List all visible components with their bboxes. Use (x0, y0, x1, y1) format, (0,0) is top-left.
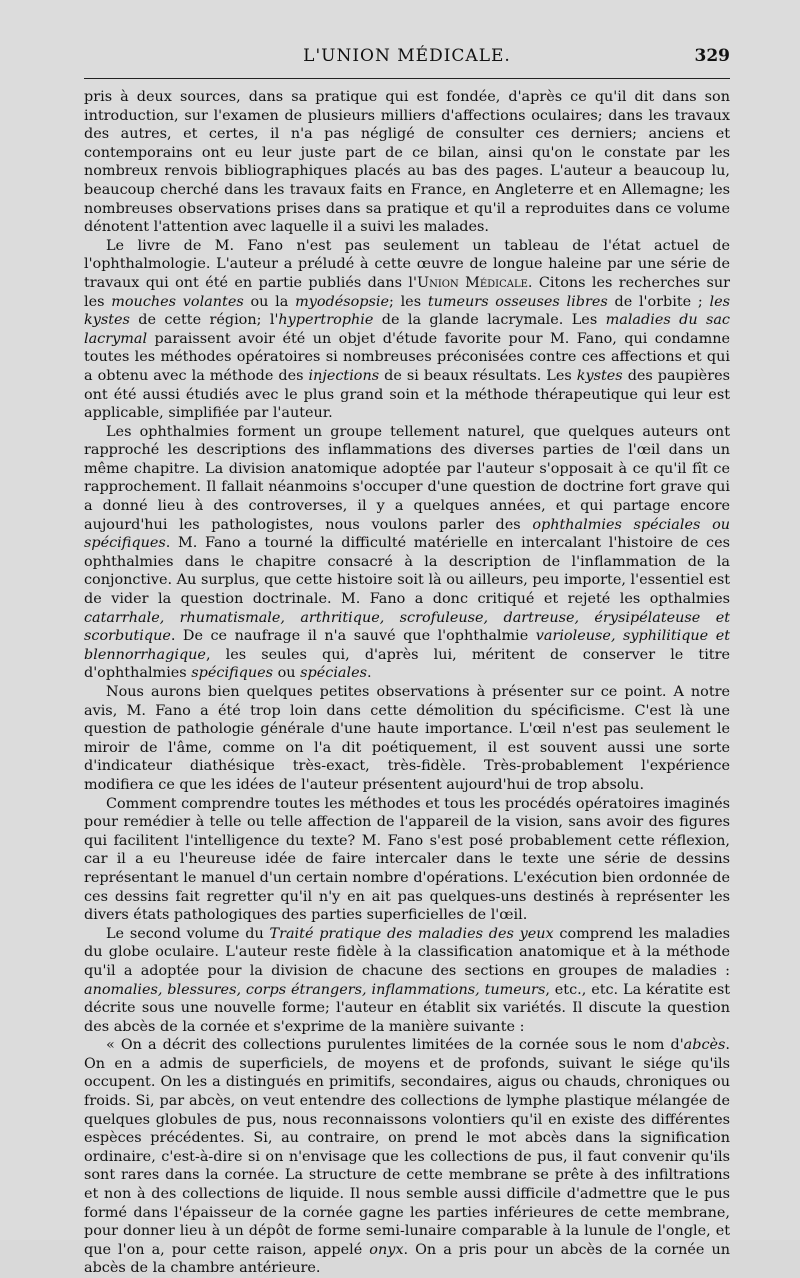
small-caps-run: Union Médicale (416, 274, 528, 291)
paragraph (84, 683, 730, 795)
text-run: Comment comprendre toutes les méthodes et tous les procédés opératoires imaginés pour remédier à telle ou telle affection de l'appareil de la vision, sans avoir des figures qui facilitent l'intelligence du texte? M. Fano s'est posé probablement cette réflexion, car il a eu l'heureuse idée de faire intercaler dans le texte une série de dessins représentant le manuel d'un certain nombre d'opérations. L'exécution bien ordonnée de ces dessins fait regretter qu'il n'y en ait pas quelques-uns destinés à représenter les divers états pathologiques des parties superficielles de l'œil. (84, 795, 730, 924)
text-run: pris à deux sources, dans sa pratique qui est fondée, d'après ce qu'il dit dans son introduction, sur l'examen de plusieurs milliers d'affections oculaires; dans les travaux des autres, et certes, il n'a pas négligé de consulter ces derniers; anciens et contemporains ont eu leur juste part de ce bilan, ainsi qu'on le constate par les nombreux renvois bibliographiques placés au bas des pages. L'auteur a beaucoup lu, beaucoup cherché dans les travaux faits en France, en Angleterre et en Allemagne; les nombreuses observations prises dans sa pratique et qu'il a reproduites dans ce volume dénotent l'attention avec laquelle il a suivi les malades. (84, 89, 730, 236)
text-run: . On en a admis de superficiels, de moyens et de profonds, suivant le siége qu'ils occupent. On les a distingués en primitifs, secondaires, aigus ou chauds, chroniques ou froids. Si, par abcès, on veut entendre des collections de lymphe plastique mélangée de quelques globules de pus, nous reconnaissons volontiers qu'il en existe des différentes espèces précédentes. Si, au contraire, on prend le mot abcès dans la signification ordinaire, c'est-à-dire si on n'envisage que les collections de pus, il faut convenir qu'ils sont rares dans la cornée. La structure de cette membrane se prête à des infiltrations et non à des collections de liquide. Il nous semble aussi difficile d'admettre que le pus formé dans l'épaisseur de la cornée gagne les parties inférieures de cette membrane, pour donner lieu à un dépôt de forme semi-lunaire comparable à la lunule de l'ongle, et que l'on a, pour cette raison, appelé (84, 1037, 730, 1258)
text-run: Le livre de M. Fano n'est pas seulement un tableau de l'état actuel de l'ophthalmologie. L'auteur a préludé à cette œuvre de longue haleine par une série de travaux qui ont été en partie publiés dans l' (84, 237, 730, 291)
italic-run: onyx (369, 1241, 404, 1258)
text-run: ou la (243, 293, 296, 310)
text-run: de si beaux résultats. Les (379, 367, 577, 384)
italic-run: ophthalmies spéciales ou spécifiques (84, 516, 730, 552)
page-number: 329 (694, 46, 730, 66)
text-run: Le second volume du (106, 925, 270, 942)
italic-run: kystes (576, 367, 623, 384)
text-run: comprend les maladies du globe oculaire. L'auteur reste fidèle à la classification anatomique et à la méthode qu'il a adoptée pour la division de chacune des sections en groupes de maladies : (84, 925, 730, 979)
italic-run: tumeurs osseuses libres (427, 293, 608, 310)
text-run: des paupières ont été aussi étudiés avec le plus grand soin et la méthode thérapeutique qui leur est applicable, simplifiée par l'auteur. (84, 367, 730, 422)
italic-run: hypertrophie (278, 312, 374, 329)
text-run: . M. Fano a tourné la difficulté matérielle en intercalant l'histoire de ces ophthalmies dans le chapitre consacré à la description de l'inflammation de la conjonctive. Au surplus, que cette histoire soit là ou ailleurs, peu importe, l'essentiel est de vider la question doctrinale. M. Fano a donc critiqué et rejeté les opthalmies (84, 535, 730, 608)
text-run: . Citons les recherches sur les (84, 274, 730, 310)
text-run: de cette région; l' (129, 312, 279, 329)
italic-run: spéciales (300, 665, 367, 682)
paragraph (84, 795, 730, 925)
article-body (84, 88, 730, 1278)
italic-run: anomalies, blessures, corps étrangers, inflammations, tumeurs (84, 981, 546, 998)
text-run: . De ce naufrage il n'a sauvé que l'ophthalmie (170, 628, 536, 645)
text-run: , etc., etc. La kératite est décrite sous une nouvelle forme; l'auteur en établit six variétés. Il discute la question des abcès de la cornée et s'exprime de la manière suivante : (84, 981, 730, 1035)
italic-run: injections (308, 367, 380, 384)
paragraph (84, 423, 730, 683)
paragraph (84, 237, 730, 423)
italic-run: spécifiques (191, 665, 274, 682)
text-run: Les ophthalmies forment un groupe tellement naturel, que quelques auteurs ont rapproché les descriptions des inflammations des diverses parties de l'œil dans un même chapitre. La division anatomique adoptée par l'auteur s'opposait à ce qu'il fît ce rapprochement. Il fallait néanmoins s'occuper d'une question de doctrine fort grave qui a donné lieu à des controverses, il y a quelques années, et qui partage encore aujourd'hui les pathologistes, nous voulons parler des (84, 423, 730, 533)
italic-run: varioleuse, syphilitique et blennorrhagique (84, 628, 730, 663)
paragraph (84, 925, 730, 1037)
italic-run: abcès (683, 1037, 726, 1054)
text-run: de l'orbite ; (607, 293, 710, 310)
text-run: de la glande lacrymale. Les (373, 312, 606, 329)
italic-run: myodésopsie (295, 293, 389, 310)
italic-run: Traité pratique des maladies des yeux (269, 925, 554, 942)
paragraph (84, 1036, 730, 1278)
text-run: , les seules qui, d'après lui, méritent de conserver le titre d'ophthalmies (84, 646, 730, 682)
paragraph (84, 88, 730, 237)
page-header (84, 42, 730, 79)
text-run: Nous aurons bien quelques petites observations à présenter sur ce point. A notre avis, M. Fano a été trop loin dans cette démolition du spécificisme. C'est là une question de pathologie générale d'une haute importance. L'œil n'est pas seulement le miroir de l'âme, comme on l'a dit poétiquement, il est souvent aussi une sorte d'indicateur diathésique très-exact, très-fidèle. Très-probablement l'expérience modifiera ce que les idées de l'auteur présentent aujourd'hui de trop absolu. (84, 684, 730, 793)
text-run: . On a pris pour un abcès de la cornée un abcès de la chambre antérieure. (84, 1241, 730, 1277)
text-run: « On a décrit des collections purulentes limitées de la cornée sous le nom d' (106, 1037, 684, 1054)
text-run: paraissent avoir été un objet d'étude favorite pour M. Fano, qui condamne toutes les méthodes opératoires si nombreuses préconisées contre ces affections et qui a obtenu avec la méthode des (84, 330, 730, 384)
italic-run: mouches volantes (111, 293, 244, 310)
text-run: ; les (389, 293, 428, 310)
italic-run: les kystes (84, 293, 730, 329)
italic-run: catarrhale, rhumatismale, arthritique, scrofuleuse, dartreuse, érysipélateuse et scorbutique (84, 609, 730, 645)
text-run: . (367, 665, 372, 682)
text-run: ou (273, 665, 301, 682)
italic-run: maladies du sac lacrymal (84, 312, 730, 347)
running-title: L'UNION MÉDICALE. (303, 46, 511, 66)
